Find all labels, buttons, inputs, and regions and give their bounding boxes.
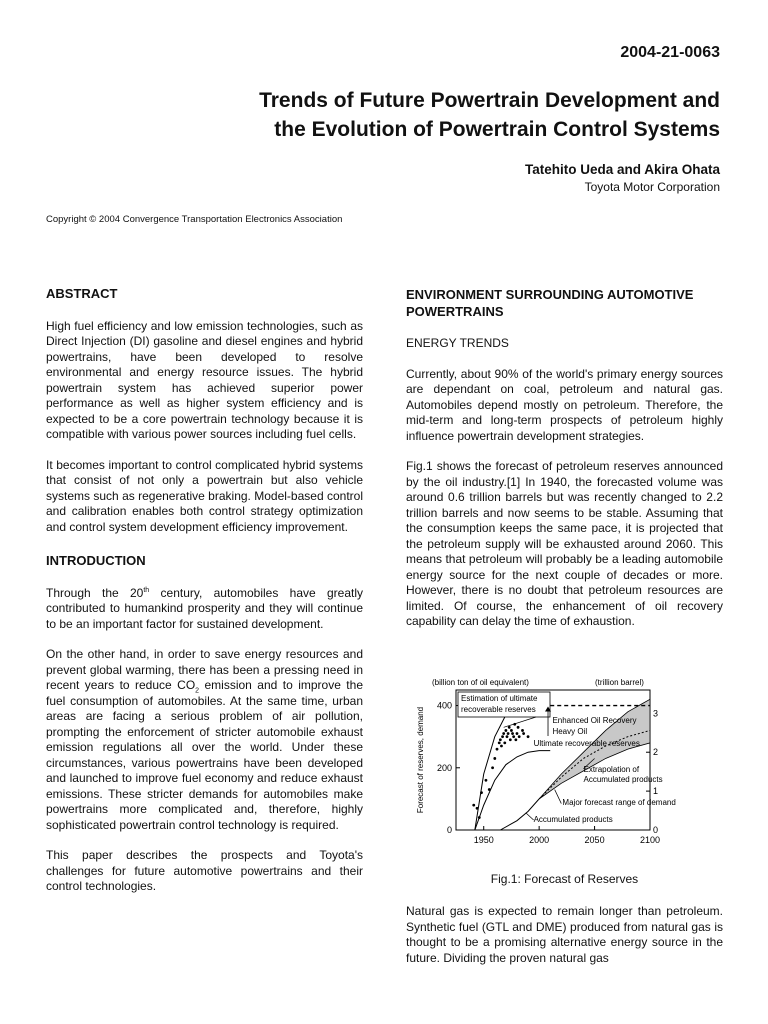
scatter-point [514, 738, 517, 741]
scatter-point [503, 741, 506, 744]
energy-paragraph-2: Fig.1 shows the forecast of petroleum reserves announced by the oil industry.[1] In 1940, the forecasted volume was around 0.6 trillion barrels but was recently changed to 2.2 trillion barrels and now seems to be stable. Assuming that the consumption keeps the same pace, it is projected that the petroleum supply will be exhausted around 2060. This means that petroleum will probably be a leading automobile energy source for the next couple of decades or more. However, there is no doubt that petroleum resources are limited. Of course, the enhancement of oil recovery capability can delay the time of exhaustion. [406, 459, 723, 628]
scatter-point [488, 788, 491, 791]
scatter-point [527, 735, 530, 738]
scatter-point [499, 738, 502, 741]
annotation-estimation-2: recoverable reserves [461, 705, 536, 714]
authors: Tatehito Ueda and Akira Ohata [524, 162, 720, 177]
abstract-paragraph-2: It becomes important to control complicated hybrid systems that consist of not only a powertrain but also vehicle systems such as regenerative braking. Model-based control and calibration enables both control strategy optimization and control system development efficiency improvement. [46, 457, 363, 534]
annotation-estimation-1: Estimation of ultimate [461, 694, 538, 703]
y-right-tick-label: 0 [653, 825, 659, 835]
scatter-point [502, 732, 505, 735]
scatter-point [493, 757, 496, 760]
energy-paragraph-1: Currently, about 90% of the world's primary energy sources are dependant on coal, petroleum and natural gas. Automobiles depend mostly on petroleum. Therefore, the mid-term and long-term prospects of petroleum highly influence powertrain development strategies. [406, 366, 723, 443]
scatter-point [491, 766, 494, 769]
scatter-point [522, 732, 525, 735]
intro-paragraph-1 [46, 586, 363, 633]
scatter-point [517, 726, 520, 729]
annotation-major: Major forecast range of demand [562, 798, 676, 808]
annotation-extrap-1: Extrapolation of [583, 764, 640, 774]
intro-paragraph-2 [46, 647, 363, 833]
y-right-tick-label: 2 [653, 747, 659, 758]
energy-trends-subheading: ENERGY TRENDS [406, 336, 509, 350]
energy-paragraph-3: Natural gas is expected to remain longer than petroleum. Synthetic fuel (GTL and DME) produced from natural gas is thought to be a promising alternative energy source in the future. Dividing the proven natural gas [406, 904, 723, 965]
copyright-notice: Copyright © 2004 Convergence Transportation Electronics Association [46, 214, 343, 225]
annotation-ultimate: Ultimate recoverable reserves [533, 739, 640, 748]
intro-p1-text-a: Through the 20 [46, 585, 144, 600]
scatter-point [504, 729, 507, 732]
intro-p2-subscript: 2 [195, 687, 200, 695]
right-column [406, 286, 723, 645]
scatter-point [516, 732, 519, 735]
scatter-point [496, 748, 499, 751]
y-right-tick-label: 1 [653, 786, 659, 797]
demand-range-band [539, 699, 650, 799]
scatter-point [507, 732, 510, 735]
scatter-point [472, 804, 475, 807]
x-tick-label: 1950 [473, 835, 494, 845]
scatter-point [500, 745, 503, 748]
introduction-heading: INTRODUCTION [46, 553, 146, 568]
accumulated-leader [526, 813, 534, 820]
scatter-point [485, 779, 488, 782]
y-left-tick-label: 400 [436, 700, 452, 711]
environment-heading-line-2: POWERTRAINS [406, 304, 504, 319]
intro-p1-superscript: th [143, 586, 150, 594]
annotation-accumulated: Accumulated products [533, 815, 613, 825]
reserves-chart [408, 676, 678, 852]
figure-caption: Fig.1: Forecast of Reserves [490, 872, 639, 886]
scatter-point [501, 735, 504, 738]
scatter-point [510, 729, 513, 732]
intro-p2-text-a: On the other hand, in order to save energy resources and prevent global warming, there has been a pressing need in recent years to reduce CO [46, 647, 363, 692]
series-line [475, 704, 550, 830]
title-line-1: Trends of Future Powertrain Development and [259, 89, 720, 112]
x-tick-label: 2100 [639, 835, 661, 845]
affiliation: Toyota Motor Corporation [584, 180, 720, 194]
scatter-point [476, 807, 479, 810]
y-left-tick-label: 0 [446, 825, 452, 835]
annotation-heavy: Heavy Oil [552, 727, 588, 736]
x-tick-label: 2050 [584, 835, 605, 845]
title-line-2: the Evolution of Powertrain Control Systems [274, 118, 720, 141]
right-axis-unit: (trillion barrel) [595, 678, 644, 687]
y-left-tick-label: 200 [436, 762, 452, 773]
y-axis-label: Forecast of reserves, demand [416, 706, 425, 814]
environment-heading-line-1: ENVIRONMENT SURROUNDING AUTOMOTIVE [406, 287, 694, 302]
right-column-continued [406, 904, 723, 981]
abstract-heading: ABSTRACT [46, 286, 118, 301]
intro-paragraph-3: This paper describes the prospects and Toyota's challenges for future automotive powertrains and their control technologies. [46, 848, 363, 893]
scatter-point [508, 726, 511, 729]
scatter-point [498, 741, 501, 744]
document-number: 2004-21-0063 [620, 44, 720, 61]
chart-plot-group [416, 678, 676, 845]
paper-title [160, 86, 720, 144]
left-column [46, 286, 363, 910]
left-axis-unit: (billion ton of oil equivalent) [432, 678, 529, 687]
environment-heading [406, 286, 723, 320]
annotation-enhanced: Enhanced Oil Recovery [552, 716, 637, 725]
abstract-paragraph-1: High fuel efficiency and low emission technologies, such as Direct Injection (DI) gasoline and diesel engines and hybrid powertrains, have been developed to resolve environmental and energy resource issues. The hybrid powertrain system has achieved superior power performance as well as higher system efficiency and is expected to be a core powertrain technology because it is compatible with various power sources including fuel cells. [46, 318, 363, 441]
intro-p2-text-b: emission and to improve the fuel consumption of automobiles. At the same time, urban areas are facing a serious problem of air pollution, prompting the enforcement of stricter automobile exhaust emission regulations all over the world. Under these circumstances, various powertrains have been developed and launched to improve fuel economy and reduce exhaust emissions. These stricter demands for automobiles make powertrains more complicated and, therefore, highly sophisticated powertrain control technology is required. [46, 678, 363, 832]
x-tick-label: 2000 [529, 835, 550, 845]
scatter-point [509, 738, 512, 741]
y-right-tick-label: 3 [653, 708, 659, 719]
scatter-point [480, 791, 483, 794]
scatter-point [511, 732, 514, 735]
scatter-point [506, 735, 509, 738]
annotation-extrap-2: Accumulated products [583, 774, 663, 784]
scatter-point [518, 735, 521, 738]
scatter-point [512, 735, 515, 738]
scatter-point [478, 816, 481, 819]
major-leader [555, 790, 562, 804]
estimation-leader [504, 717, 536, 727]
scatter-point [521, 729, 524, 732]
intro-p1-text-b: century, automobiles have greatly contributed to humankind prosperity and they will continue to be an important factor for sustained development. [46, 585, 363, 631]
